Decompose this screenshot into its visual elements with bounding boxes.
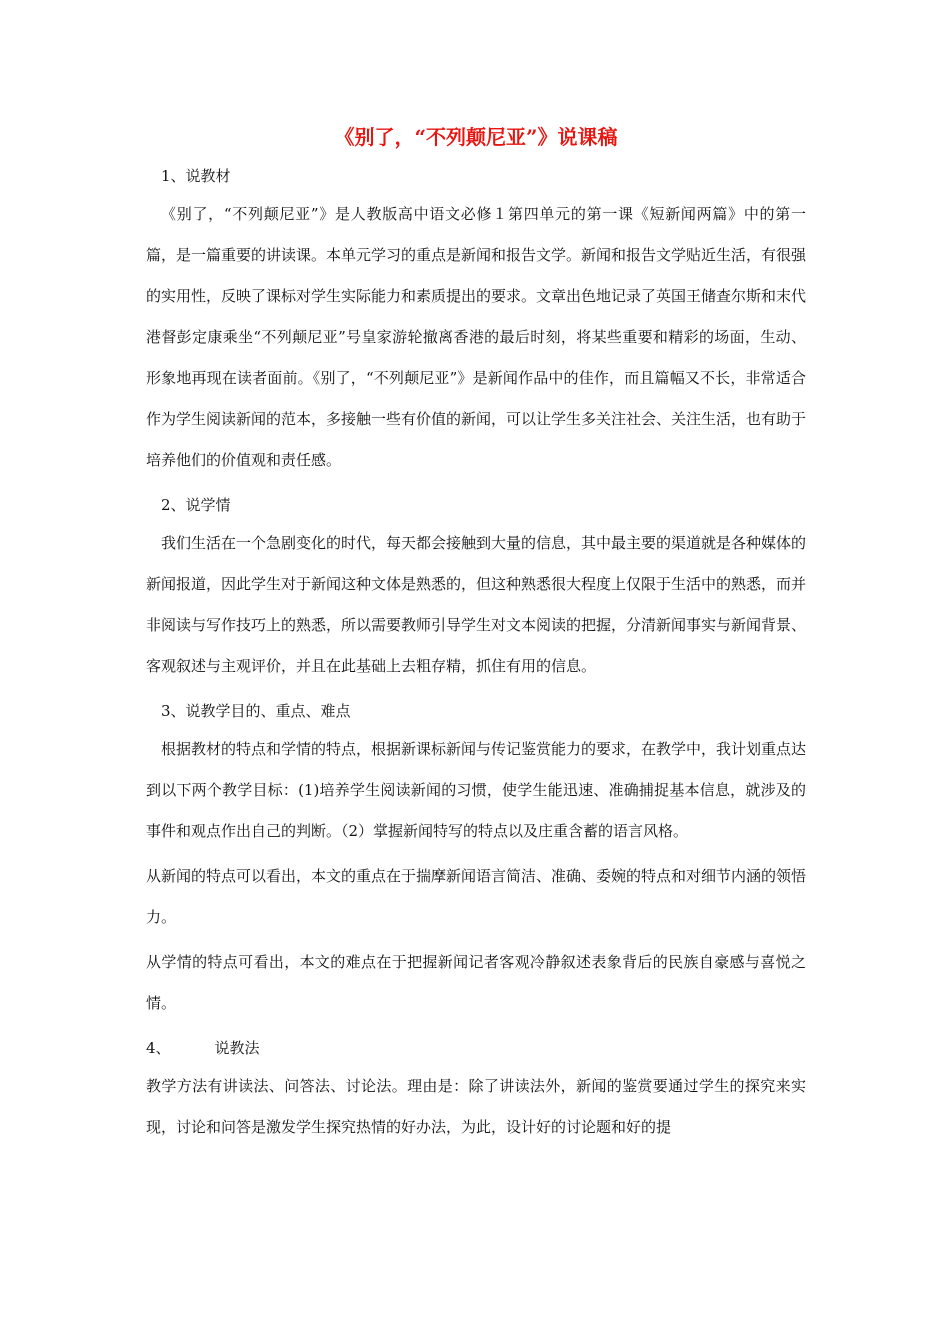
section-heading-number: 4、 <box>146 1039 171 1057</box>
paragraph: 教学方法有讲读法、问答法、讨论法。理由是：除了讲读法外，新闻的鉴赏要通过学生的探究来实现，讨论和问答是激发学生探究热情的好办法，为此，设计好的讨论题和好的提 <box>146 1077 806 1136</box>
document-title: 《别了，“不列颠尼亚”》说课稿 <box>334 125 618 149</box>
paragraph: 我们生活在一个急剧变化的时代，每天都会接触到大量的信息，其中最主要的渠道就是各种媒体的新闻报道，因此学生对于新闻这种文体是熟悉的，但这种熟悉很大程度上仅限于生活中的熟悉，而并非阅读与写作技巧上的熟悉，所以需要教师引导学生对文本阅读的把握，分清新闻事实与新闻背景、客观叙述与主观评价，并且在此基础上去粗存精，抓住有用的信息。 <box>146 534 807 675</box>
paragraph: 从学情的特点可看出，本文的难点在于把握新闻记者客观冷静叙述表象背后的民族自豪感与喜悦之情。 <box>146 953 806 1012</box>
section-teaching-objectives <box>146 698 806 1024</box>
section-student-analysis <box>146 492 806 687</box>
section-heading <box>146 1035 806 1062</box>
section-heading: 1、说教材 <box>161 167 231 185</box>
section-teaching-material <box>146 163 806 481</box>
section-heading: 3、说教学目的、重点、难点 <box>161 702 351 720</box>
paragraph: 从新闻的特点可以看出，本文的重点在于揣摩新闻语言简洁、准确、委婉的特点和对细节内涵的领悟力。 <box>146 867 807 926</box>
paragraph: 根据教材的特点和学情的特点，根据新课标新闻与传记鉴赏能力的要求，在教学中，我计划重点达到以下两个教学目标：(1)培养学生阅读新闻的习惯，使学生能迅速、准确捕捉基本信息，就涉及的事件和观点作出自己的判断。（2）掌握新闻特写的特点以及庄重含蓄的语言风格。 <box>146 740 807 840</box>
section-heading: 2、说学情 <box>161 496 231 514</box>
paragraph: 《别了，“不列颠尼亚”》是人教版高中语文必修１第四单元的第一课《短新闻两篇》中的第一篇，是一篇重要的讲读课。本单元学习的重点是新闻和报告文学。新闻和报告文学贴近生活，有很强的实用性，反映了课标对学生实际能力和素质提出的要求。文章出色地记录了英国王储查尔斯和末代港督彭定康乘坐“不列颠尼亚”号皇家游轮撤离香港的最后时刻，将某些重要和精彩的场面，生动、形象地再现在读者面前。《别了，“不列颠尼亚”》是新闻作品中的佳作，而且篇幅又不长，非常适合作为学生阅读新闻的范本，多接触一些有价值的新闻，可以让学生多关注社会、关注生活，也有助于培养他们的价值观和责任感。 <box>146 205 807 469</box>
section-teaching-methods <box>146 1035 806 1148</box>
section-heading-text: 说教法 <box>214 1039 260 1057</box>
document-body <box>146 163 806 1159</box>
